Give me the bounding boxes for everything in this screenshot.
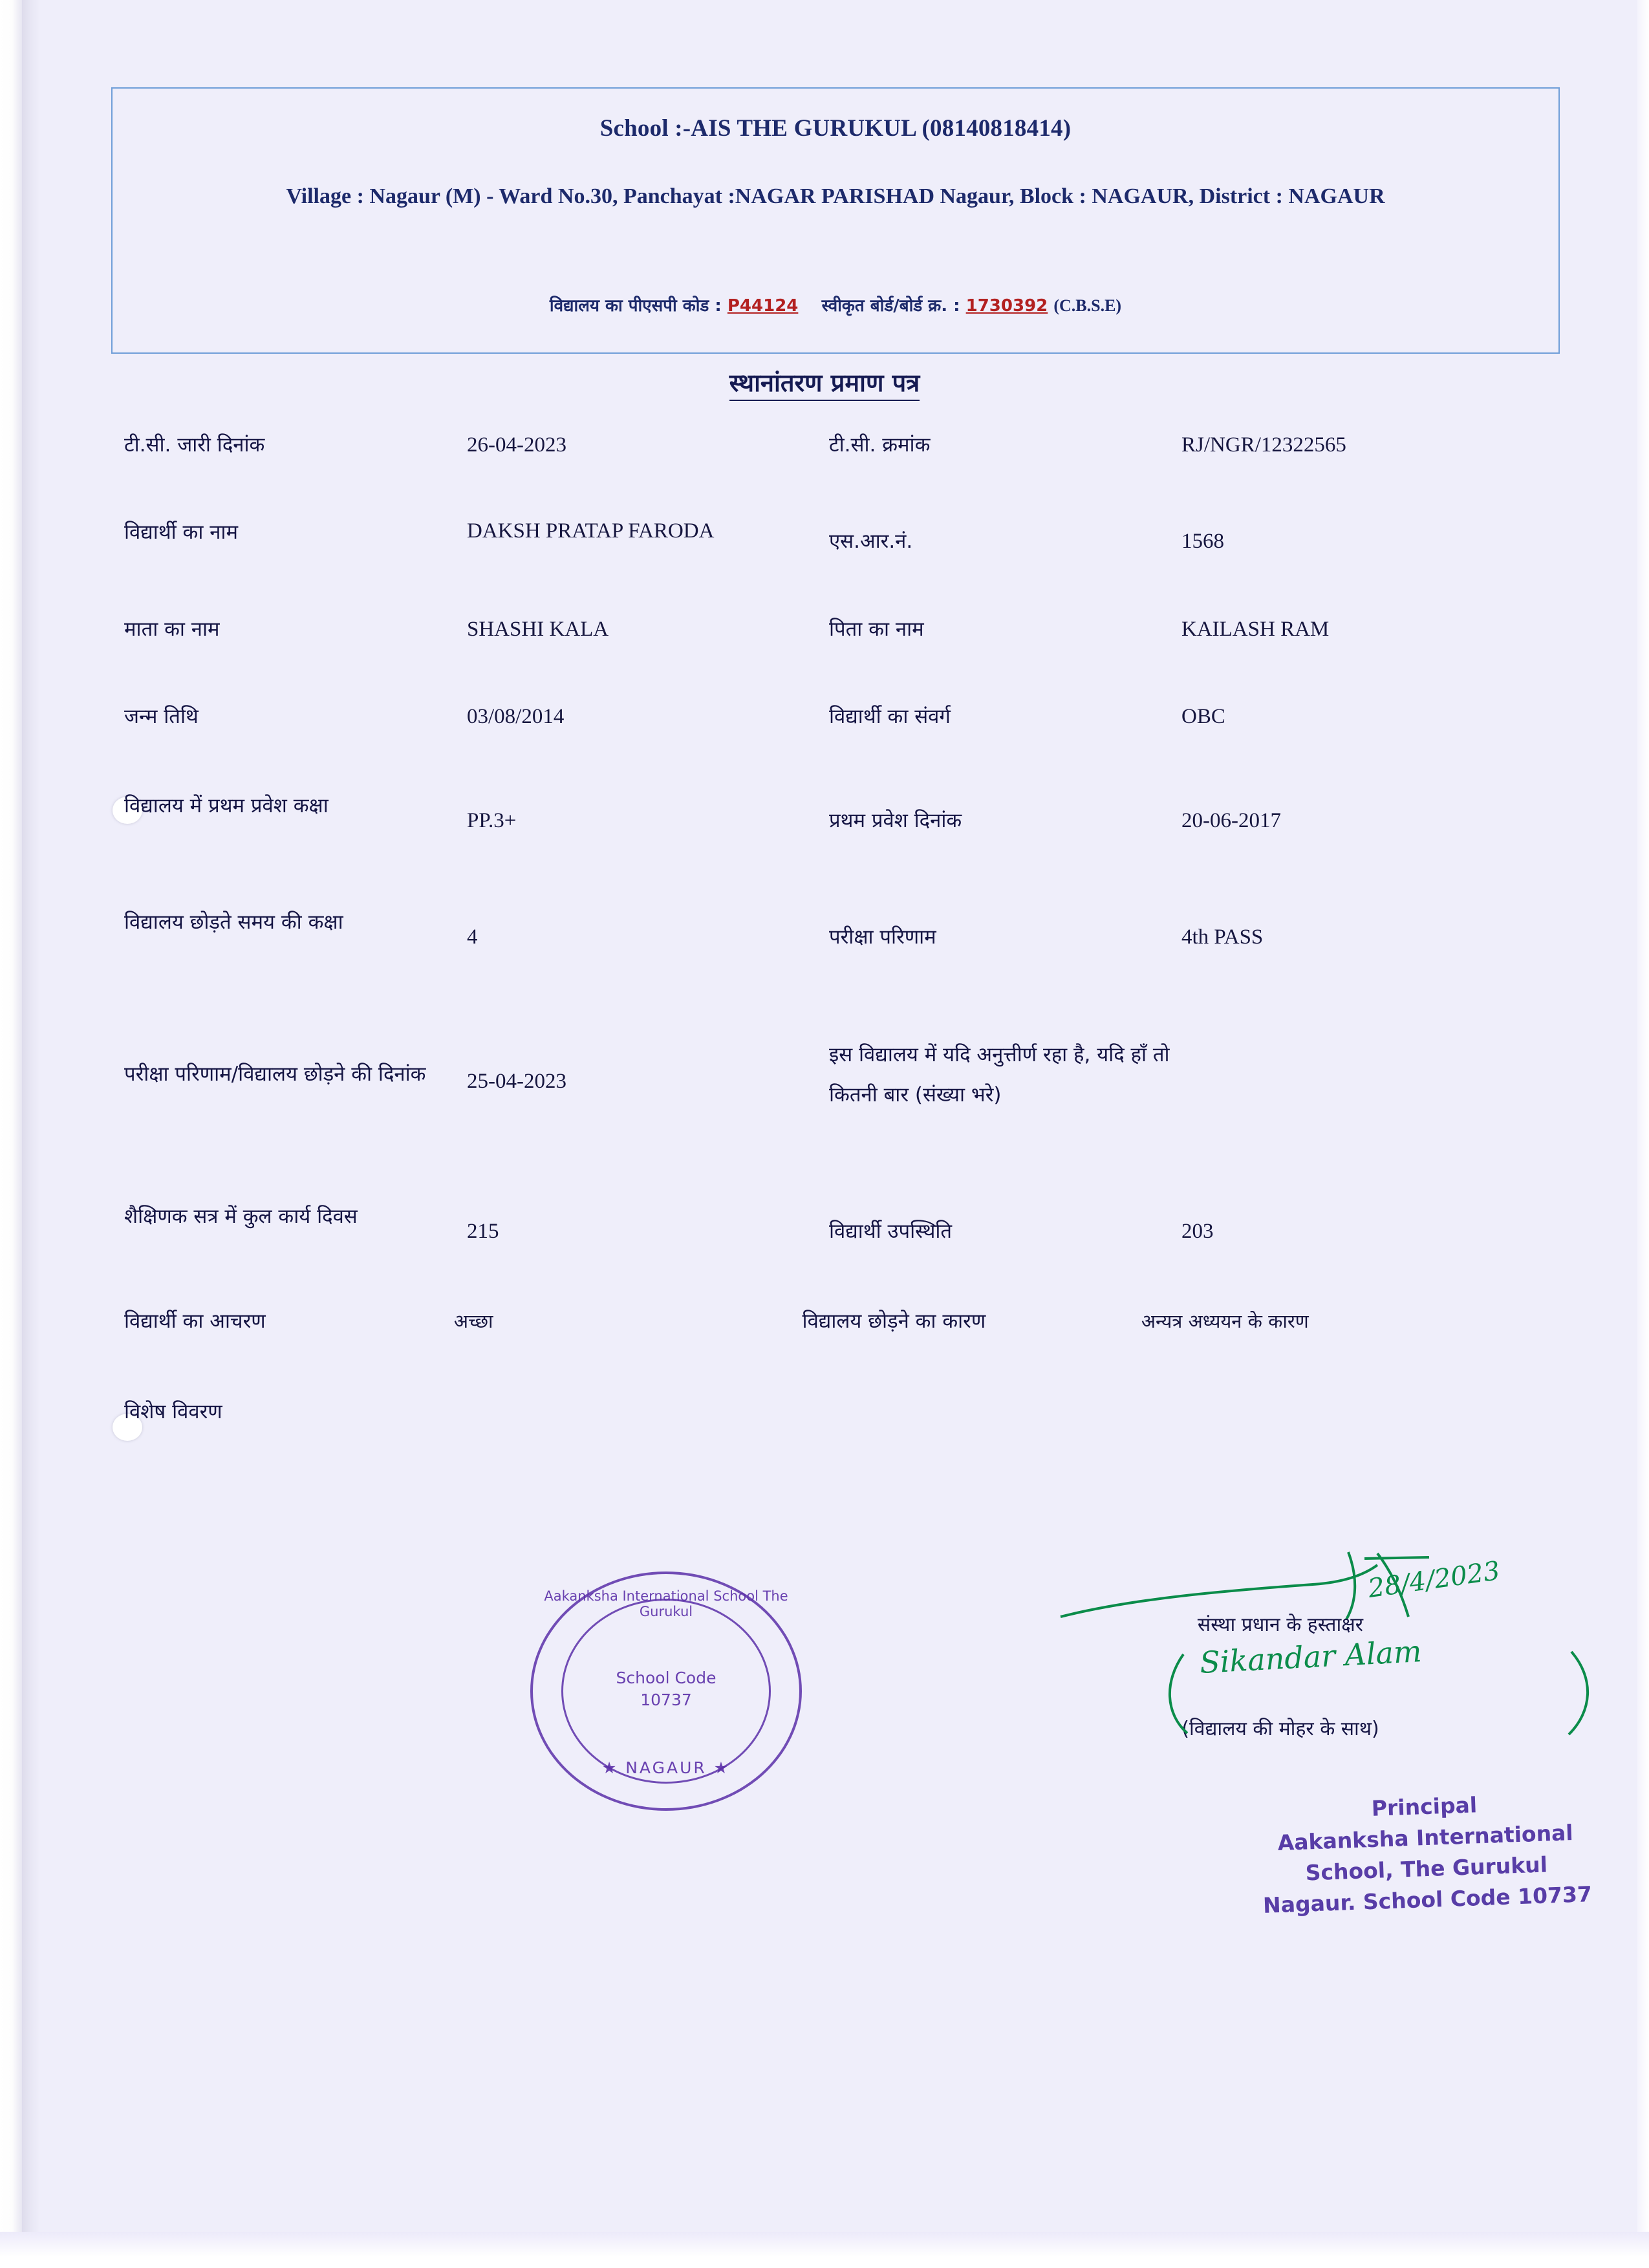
stamp-arc-text: Aakanksha International School The Gurukul xyxy=(544,1588,788,1619)
handwritten-date: 28/4/2023 xyxy=(1366,1555,1502,1604)
school-codes-line xyxy=(113,293,1558,316)
field-value: RJ/NGR/12322565 xyxy=(1181,433,1346,457)
principal-stamp-line2: Aakanksha International xyxy=(1277,1820,1574,1855)
field-value: अच्छा xyxy=(453,1310,493,1332)
field-value: अन्यत्र अध्ययन के कारण xyxy=(1141,1310,1309,1332)
field-label: विद्यार्थी उपस्थिति xyxy=(829,1220,953,1243)
field-label: विद्यालय में प्रथम प्रवेश कक्षा xyxy=(124,794,329,817)
field-row xyxy=(124,902,1514,1035)
field-value: 1568 xyxy=(1181,530,1224,553)
stamp-city: ★ NAGAUR ★ xyxy=(601,1758,731,1777)
scan-edge-bottom xyxy=(0,2232,1649,2268)
field-label: टी.सी. जारी दिनांक xyxy=(124,433,265,457)
field-label: इस विद्यालय में यदि अनुत्तीर्ण रहा है, यदि हाँ तो कितनी बार (संख्या भरे) xyxy=(829,1043,1170,1107)
field-label: विद्यार्थी का नाम xyxy=(124,521,238,544)
principal-stamp-line4: Nagaur. School Code 10737 xyxy=(1262,1881,1593,1918)
field-row xyxy=(124,514,1514,611)
field-row xyxy=(124,1035,1514,1196)
field-label: विशेष विवरण xyxy=(124,1400,222,1423)
field-row xyxy=(124,611,1514,698)
school-header-box xyxy=(111,87,1560,354)
signature-caption: संस्था प्रधान के हस्ताक्षर xyxy=(1197,1614,1364,1636)
field-label: परीक्षा परिणाम/विद्यालय छोड़ने की दिनांक xyxy=(124,1063,426,1086)
field-value: SHASHI KALA xyxy=(467,618,609,641)
school-name: School :-AIS THE GURUKUL (08140818414) xyxy=(599,115,1072,142)
board-code-label: स्वीकृत बोर्ड/बोर्ड क्र. : xyxy=(821,296,960,316)
scan-edge-left xyxy=(0,0,22,2268)
page-title xyxy=(0,365,1649,399)
field-label: परीक्षा परिणाम xyxy=(829,925,936,949)
field-value: 4 xyxy=(467,925,478,949)
field-row xyxy=(124,1303,1514,1394)
field-value: 25-04-2023 xyxy=(467,1070,566,1093)
field-value: KAILASH RAM xyxy=(1181,618,1330,641)
field-label: विद्यालय छोड़ते समय की कक्षा xyxy=(124,911,343,934)
field-row xyxy=(124,786,1514,902)
stamp-code-label: School Code xyxy=(616,1669,717,1687)
field-label: विद्यालय छोड़ने का कारण xyxy=(802,1310,986,1333)
school-address: Village : Nagaur (M) - Ward No.30, Panchayat :NAGAR PARISHAD Nagaur, Block : NAGAUR, District : NAGAUR xyxy=(286,184,1385,208)
field-value: PP.3+ xyxy=(467,809,517,832)
field-label: विद्यार्थी का आचरण xyxy=(124,1310,266,1333)
field-label: शैक्षिणक सत्र में कुल कार्य दिवस xyxy=(124,1205,358,1228)
field-value: 4th PASS xyxy=(1181,925,1264,949)
scan-edge-left-shadow xyxy=(22,0,39,2268)
field-value: DAKSH PRATAP FARODA xyxy=(467,519,715,543)
field-value: 26-04-2023 xyxy=(467,433,566,457)
field-label: एस.आर.नं. xyxy=(829,530,913,553)
certificate-fields xyxy=(124,427,1514,1471)
field-label: माता का नाम xyxy=(124,618,220,641)
field-row xyxy=(124,1196,1514,1303)
board-code-value: 1730392 xyxy=(965,296,1048,316)
stamp-code xyxy=(530,1667,802,1711)
seal-caption: (विद्यालय की मोहर के साथ) xyxy=(1181,1718,1379,1740)
field-label: प्रथम प्रवेश दिनांक xyxy=(829,809,962,832)
principal-stamp-line3: School, The Gurukul xyxy=(1305,1852,1548,1886)
board-name: (C.B.S.E) xyxy=(1053,296,1122,315)
field-label: विद्यार्थी का संवर्ग xyxy=(829,705,951,728)
field-value: 215 xyxy=(467,1220,499,1243)
field-value: 03/08/2014 xyxy=(467,705,565,728)
field-value: OBC xyxy=(1181,705,1225,728)
field-label: जन्म तिथि xyxy=(124,705,199,728)
psp-code-label: विद्यालय का पीएसपी कोड : xyxy=(549,296,722,316)
field-row xyxy=(124,698,1514,786)
psp-code-value: P44124 xyxy=(727,296,799,316)
principal-ink-stamp xyxy=(1198,1784,1649,1923)
handwritten-name: Sikandar Alam xyxy=(1198,1634,1423,1680)
principal-stamp-line1: Principal xyxy=(1371,1792,1478,1821)
school-round-stamp xyxy=(530,1571,802,1811)
field-row xyxy=(124,427,1514,514)
page-title-text: स्थानांतरण प्रमाण पत्र xyxy=(729,369,920,401)
field-value: 20-06-2017 xyxy=(1181,809,1281,832)
field-row xyxy=(124,1394,1514,1471)
field-label: पिता का नाम xyxy=(829,618,924,641)
stamp-code-value: 10737 xyxy=(640,1690,692,1709)
scan-edge-right xyxy=(1637,0,1649,2268)
field-label: टी.सी. क्रमांक xyxy=(829,433,931,457)
field-value: 203 xyxy=(1181,1220,1214,1243)
